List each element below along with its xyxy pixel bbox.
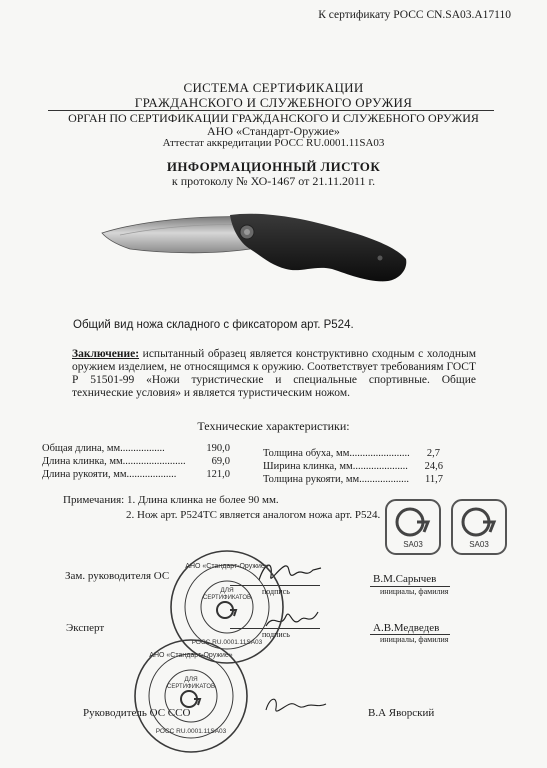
stamp-inner-bottom: СЕРТИФИКАТОВ: [166, 684, 216, 690]
document-title: ИНФОРМАЦИОННЫЙ ЛИСТОК: [166, 159, 381, 174]
spec-dots: ...................: [359, 474, 410, 485]
spec-left-2: [42, 456, 230, 467]
accreditation: Аттестат аккредитации РОСС RU.0001.11SA03: [162, 137, 385, 149]
knife-photo: [100, 203, 410, 295]
organ-name: ОРГАН ПО СЕРТИФИКАЦИИ ГРАЖДАНСКОГО И СЛУЖЕБНОГО ОРУЖИЯ: [68, 111, 479, 125]
spec-value: 69,0: [211, 456, 230, 467]
stamp-inner-bottom: СЕРТИФИКАТОВ: [202, 595, 252, 601]
head-name: В.А Яворский: [368, 707, 435, 719]
spec-label: Общая длина, мм: [42, 443, 121, 454]
stamp-reg: РОСС RU.0001.11SA03: [155, 728, 227, 735]
conclusion-label: Заключение:: [72, 348, 140, 360]
spec-dots: ...................: [126, 469, 177, 480]
note-2: 2. Нож арт. Р524ТС является аналогом ножа арт. Р524.: [126, 509, 381, 521]
spec-right-1: [263, 448, 440, 459]
deputy-sign-caption: подпись: [262, 587, 290, 596]
conclusion-text: испытанный образец является конструктивно сходным с холодным оружием изделием, не относящимся к оружию. Соответствует требованиям ГОСТ Р 51501-99 «Ножи туристические и специальные спортивные. Общие технические условия» и является туристическим ножом.: [72, 348, 476, 399]
notes-line1: [63, 494, 279, 506]
spec-right-3: [263, 474, 443, 485]
head-role: Руководитель ОС ССО: [83, 707, 191, 719]
ano-name: АНО «Стандарт-Оружие»: [207, 124, 340, 138]
spec-label: Длина рукояти, мм: [42, 469, 127, 480]
spec-label: Толщина обуха, мм: [263, 448, 350, 459]
head-signature: [262, 692, 330, 720]
pct-mark-1: [384, 498, 442, 556]
notes-label: Примечания:: [63, 494, 125, 506]
spec-dots: .......................: [349, 448, 410, 459]
deputy-role: Зам. руководителя ОС: [65, 570, 170, 582]
spec-value: 190,0: [206, 443, 230, 454]
expert-sign-caption: подпись: [262, 630, 290, 639]
expert-initials-caption: инициалы, фамилия: [380, 635, 449, 644]
spec-value: 24,6: [424, 461, 443, 472]
specs-title: Технические характеристики:: [197, 419, 350, 433]
spec-label: Ширина клинка, мм: [263, 461, 353, 472]
spec-label: Длина клинка, мм: [42, 456, 123, 467]
spec-label: Толщина рукояти, мм: [263, 474, 360, 485]
spec-dots: .................: [120, 443, 165, 454]
pct-mark-label: SA03: [403, 540, 423, 549]
knife-caption: Общий вид ножа складного с фиксатором арт. Р524.: [73, 319, 354, 331]
pct-mark-2: [450, 498, 508, 556]
spec-value: 121,0: [206, 469, 230, 480]
round-stamp-lower: [132, 637, 250, 755]
stamp-ano: АНО «Стандарт-Оружие»: [185, 563, 269, 570]
spec-dots: ........................: [122, 456, 186, 467]
protocol-line: к протоколу № ХО-1467 от 21.11.2011 г.: [171, 174, 376, 188]
spec-right-2: [263, 461, 443, 472]
stamp-inner-top: ДЛЯ: [184, 676, 198, 683]
stamp-reg: РОСС RU.0001.11SA03: [191, 639, 263, 646]
spec-left-1: [42, 443, 230, 454]
pct-mark-label: SA03: [469, 540, 489, 549]
stamp-inner-top: ДЛЯ: [220, 587, 234, 594]
conclusion: [72, 348, 476, 400]
system-title-line1: СИСТЕМА СЕРТИФИКАЦИИ: [183, 80, 364, 95]
deputy-initials-caption: инициалы, фамилия: [380, 587, 449, 596]
certificate-reference: К сертификату РОСС CN.SA03.A17110: [318, 9, 511, 21]
stamp-ano: АНО «Стандарт-Оружие»: [149, 652, 233, 659]
system-title-line2: ГРАЖДАНСКОГО И СЛУЖЕБНОГО ОРУЖИЯ: [134, 95, 413, 110]
spec-value: 2,7: [426, 448, 440, 459]
note-1: 1. Длина клинка не более 90 мм.: [126, 494, 279, 506]
spec-left-3: [42, 469, 230, 480]
expert-name: А.В.Медведев: [373, 622, 440, 634]
spec-dots: .....................: [352, 461, 408, 472]
expert-role: Эксперт: [66, 622, 105, 634]
spec-value: 11,7: [425, 474, 443, 485]
deputy-name: В.М.Сарычев: [373, 573, 437, 585]
